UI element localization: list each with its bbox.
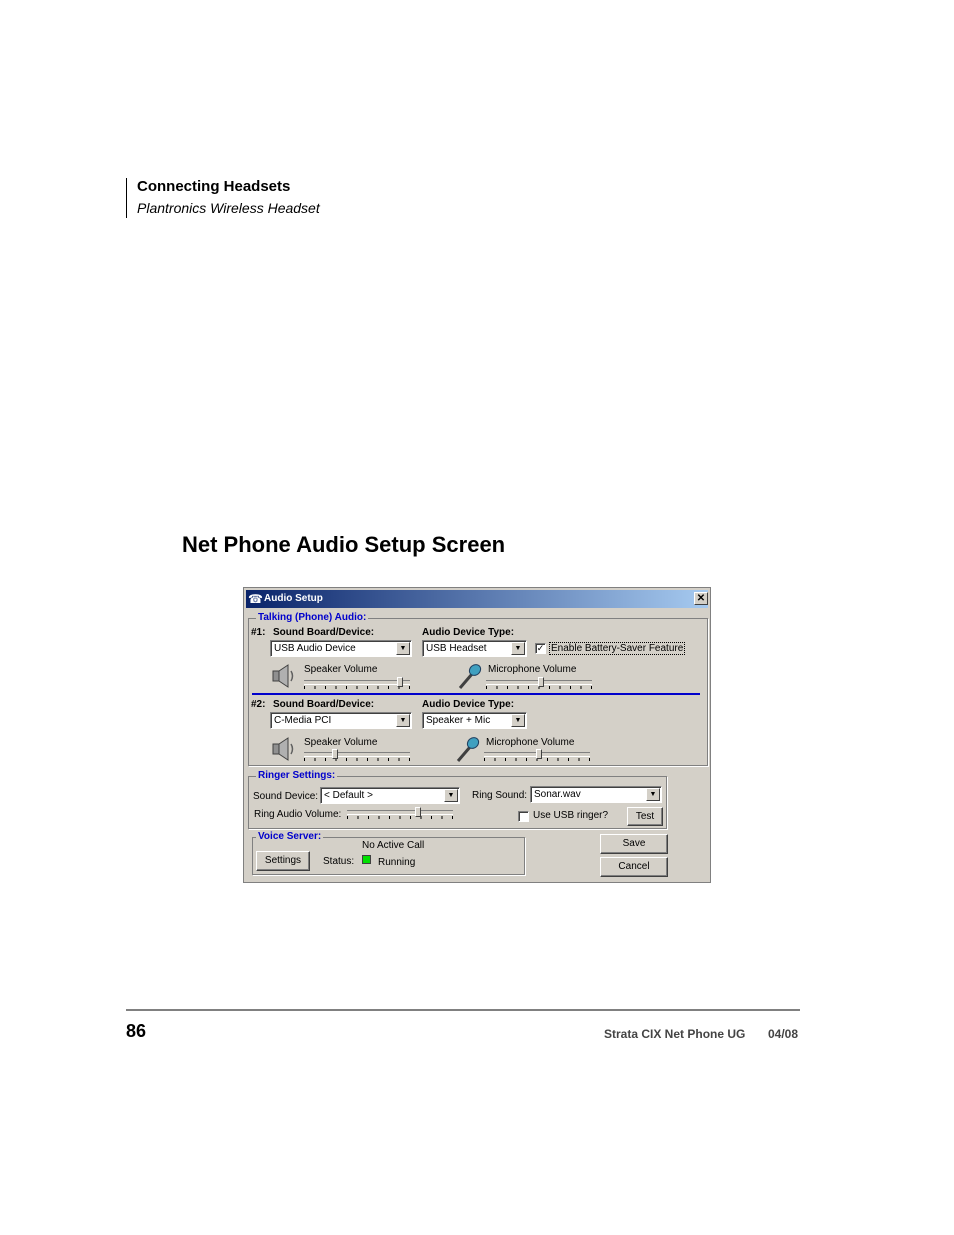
ring-sound-select[interactable] (530, 786, 662, 803)
status-indicator (362, 855, 371, 864)
status-value: Running (378, 857, 416, 868)
ring-sound-value: Sonar.wav (534, 789, 581, 800)
device1-mic-label: Microphone Volume (488, 664, 577, 675)
battery-saver-label: Enable Battery-Saver Feature (551, 643, 684, 654)
check-icon: ✓ (536, 643, 545, 653)
device2-board-select[interactable] (270, 712, 412, 729)
slider-thumb[interactable] (332, 749, 338, 759)
slider-thumb[interactable] (536, 749, 542, 759)
slider-thumb[interactable] (538, 677, 544, 687)
device2-board-value: C-Media PCI (274, 715, 332, 726)
ring-volume-label: Ring Audio Volume: (254, 809, 342, 820)
chevron-down-icon[interactable]: ▼ (444, 789, 458, 802)
section-title: Net Phone Audio Setup Screen (182, 532, 506, 557)
device2-mic-label: Microphone Volume (486, 737, 575, 748)
ringer-settings-label: Ringer Settings: (258, 770, 336, 781)
device1-speaker-label: Speaker Volume (304, 664, 378, 675)
device1-board-value: USB Audio Device (274, 643, 356, 654)
chevron-down-icon[interactable]: ▼ (396, 714, 410, 727)
close-icon: ✕ (696, 593, 706, 604)
device1-type-select[interactable] (422, 640, 527, 657)
sound-device-value: < Default > (324, 790, 373, 801)
device2-type-label: Audio Device Type: (422, 699, 515, 710)
device2-mic-slider[interactable] (484, 749, 590, 763)
footer-date: 04/08 (768, 1027, 799, 1041)
slider-thumb[interactable] (397, 677, 403, 687)
battery-saver-checkbox[interactable] (535, 643, 546, 654)
footer-rule (126, 1009, 800, 1011)
header-rule (126, 178, 127, 218)
close-button[interactable] (694, 592, 708, 605)
ring-volume-slider[interactable] (347, 807, 453, 821)
chevron-down-icon[interactable]: ▼ (646, 788, 660, 801)
title-bar (246, 590, 708, 608)
ring-sound-label: Ring Sound: (472, 790, 528, 801)
sound-device-select[interactable] (320, 787, 460, 804)
status-label: Status: (323, 856, 355, 867)
chapter-title: Connecting Headsets (137, 178, 291, 195)
speaker-icon (270, 662, 298, 690)
device1-board-select[interactable] (270, 640, 412, 657)
chevron-down-icon[interactable]: ▼ (511, 714, 525, 727)
device1-board-label: Sound Board/Device: (273, 627, 375, 638)
speaker-icon (270, 735, 298, 763)
test-button[interactable]: Test (627, 807, 663, 826)
device-separator (252, 693, 700, 695)
cancel-button[interactable]: Cancel (600, 857, 668, 877)
slider-thumb[interactable] (415, 807, 421, 817)
call-state-text: No Active Call (362, 840, 425, 851)
device2-board-label: Sound Board/Device: (273, 699, 375, 710)
device2-speaker-label: Speaker Volume (304, 737, 378, 748)
device1-number: #1: (251, 627, 266, 638)
usb-ringer-checkbox[interactable] (518, 811, 529, 822)
talking-audio-label: Talking (Phone) Audio: (258, 612, 367, 623)
page-number: 86 (126, 1021, 147, 1041)
device2-type-select[interactable] (422, 712, 527, 729)
device1-speaker-slider[interactable] (304, 677, 410, 691)
device2-number: #2: (251, 699, 266, 710)
phone-icon: ☎ (248, 592, 263, 606)
device1-type-value: USB Headset (426, 643, 487, 654)
chevron-down-icon[interactable]: ▼ (511, 642, 525, 655)
audio-setup-dialog (243, 587, 711, 883)
usb-ringer-label: Use USB ringer? (533, 810, 609, 821)
microphone-icon (454, 735, 482, 763)
chapter-subtitle: Plantronics Wireless Headset (137, 200, 320, 216)
footer-doc-name: Strata CIX Net Phone UG (604, 1027, 746, 1041)
save-button[interactable]: Save (600, 834, 668, 854)
device2-type-value: Speaker + Mic (426, 715, 491, 726)
device1-type-label: Audio Device Type: (422, 627, 515, 638)
chevron-down-icon[interactable]: ▼ (396, 642, 410, 655)
voice-server-label: Voice Server: (258, 831, 322, 842)
dialog-title: Audio Setup (264, 593, 323, 604)
settings-button[interactable]: Settings (256, 851, 310, 871)
device2-speaker-slider[interactable] (304, 749, 410, 763)
sound-device-label: Sound Device: (253, 791, 319, 802)
device1-mic-slider[interactable] (486, 677, 592, 691)
microphone-icon (456, 662, 484, 690)
